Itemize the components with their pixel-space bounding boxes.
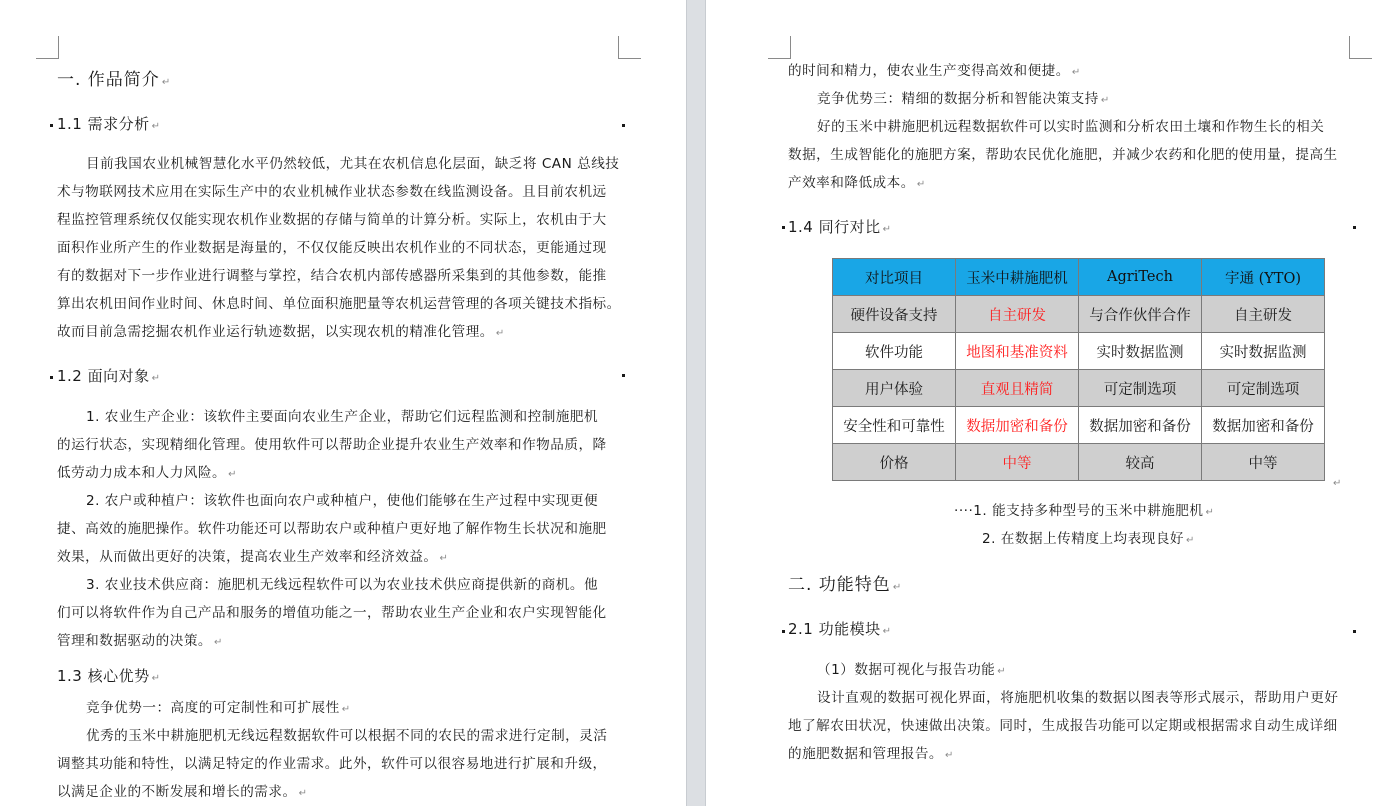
- table-row: [833, 407, 1325, 444]
- text-line: 竞争优势三：精细的数据分析和智能决策支持 ↵: [817, 91, 1110, 107]
- table-cell: 中等: [1202, 444, 1325, 481]
- heading-2-1: 2.1 功能模块 ↵: [788, 620, 892, 638]
- document-page-right: [706, 0, 1374, 806]
- crop-mark-top-right: [1349, 36, 1372, 59]
- text-line: 程监控管理系统仅仅能实现农机作业数据的存储与简单的计算分析。实际上，农机由于大: [57, 212, 607, 228]
- table-cell: 自主研发: [956, 296, 1079, 333]
- text-line: ····1. 能支持多种型号的玉米中耕施肥机 ↵: [954, 503, 1215, 519]
- text-line: 有的数据对下一步作业进行调整与掌控，结合农机内部传感器所采集到的其他参数，能推: [57, 268, 607, 284]
- text-line: 捷、高效的施肥操作。软件功能还可以帮助农户或种植户更好地了解作物生长状况和施肥: [57, 521, 607, 537]
- text-line: 的运行状态，实现精细化管理。使用软件可以帮助企业提升农业生产效率和作物品质，降: [57, 437, 607, 453]
- paragraph-dot: [622, 124, 625, 127]
- table-header-cell: 宇通 (YTO): [1202, 259, 1325, 296]
- table-cell: 安全性和可靠性: [833, 407, 956, 444]
- table-cell: 硬件设备支持: [833, 296, 956, 333]
- paragraph-dot: [782, 226, 785, 229]
- table-cell: 自主研发: [1202, 296, 1325, 333]
- heading-1-4: 1.4 同行对比 ↵: [788, 218, 892, 236]
- heading-1-2: 1.2 面向对象 ↵: [57, 367, 161, 385]
- table-cell: 较高: [1079, 444, 1202, 481]
- text-line: 1. 农业生产企业：该软件主要面向农业生产企业，帮助它们远程监测和控制施肥机: [86, 409, 599, 425]
- text-line: 的时间和精力，使农业生产变得高效和便捷。 ↵: [788, 63, 1081, 79]
- document-page-left: [0, 0, 686, 806]
- heading-1: 一. 作品简介 ↵: [57, 70, 172, 90]
- table-cell: 可定制选项: [1202, 370, 1325, 407]
- heading-2: 二. 功能特色 ↵: [788, 575, 903, 595]
- text-line: 算出农机田间作业时间、休息时间、单位面积施肥量等农机运营管理的各项关键技术指标。: [57, 296, 621, 312]
- table-cell: 中等: [956, 444, 1079, 481]
- text-line: 效果，从而做出更好的决策，提高农业生产效率和经济效益。 ↵: [57, 549, 449, 565]
- crop-mark-top-left: [768, 36, 791, 59]
- page-gutter: [686, 0, 706, 806]
- text-line: 以满足企业的不断发展和增长的需求。 ↵: [57, 784, 308, 800]
- table-header-row: [833, 259, 1325, 296]
- table-cell: 实时数据监测: [1202, 333, 1325, 370]
- text-line: 数据，生成智能化的施肥方案，帮助农民优化施肥，并减少农药和化肥的使用量，提高生: [788, 147, 1338, 163]
- paragraph-dot: [50, 124, 53, 127]
- text-line: 设计直观的数据可视化界面，将施肥机收集的数据以图表等形式展示，帮助用户更好: [817, 690, 1339, 706]
- comparison-table: [832, 258, 1325, 481]
- table-cell: 实时数据监测: [1079, 333, 1202, 370]
- heading-1-1: 1.1 需求分析 ↵: [57, 115, 161, 133]
- table-cell: 软件功能: [833, 333, 956, 370]
- table-cell: 用户体验: [833, 370, 956, 407]
- table-header-cell: 对比项目: [833, 259, 956, 296]
- paragraph-dot: [1353, 630, 1356, 633]
- table-row: [833, 444, 1325, 481]
- table-cell: 数据加密和备份: [956, 407, 1079, 444]
- paragraph-dot: [1353, 226, 1356, 229]
- table-header-cell: 玉米中耕施肥机: [956, 259, 1079, 296]
- table-row: [833, 296, 1325, 333]
- table-cell: 数据加密和备份: [1202, 407, 1325, 444]
- text-line: 3. 农业技术供应商：施肥机无线远程软件可以为农业技术供应商提供新的商机。他: [86, 577, 599, 593]
- text-line: 术与物联网技术应用在实际生产中的农业机械作业状态参数在线监测设备。且目前农机远: [57, 184, 607, 200]
- text-line: 产效率和降低成本。 ↵: [788, 175, 926, 191]
- text-line: 们可以将软件作为自己产品和服务的增值功能之一，帮助农业生产企业和农户实现智能化: [57, 605, 607, 621]
- text-line: 优秀的玉米中耕施肥机无线远程数据软件可以根据不同的农民的需求进行定制，灵活: [86, 728, 608, 744]
- text-line: 竞争优势一：高度的可定制性和可扩展性 ↵: [86, 700, 351, 716]
- table-cell: 可定制选项: [1079, 370, 1202, 407]
- table-end-mark: ↵: [1333, 478, 1342, 489]
- table-cell: 与合作伙伴合作: [1079, 296, 1202, 333]
- table-row: [833, 333, 1325, 370]
- text-line: 2. 在数据上传精度上均表现良好 ↵: [982, 531, 1195, 547]
- text-line: 好的玉米中耕施肥机远程数据软件可以实时监测和分析农田土壤和作物生长的相关: [817, 119, 1325, 135]
- paragraph-dot: [782, 630, 785, 633]
- text-line: 的施肥数据和管理报告。 ↵: [788, 746, 954, 762]
- table-cell: 直观且精简: [956, 370, 1079, 407]
- text-line: （1）数据可视化与报告功能 ↵: [817, 662, 1007, 678]
- paragraph-dot: [50, 376, 53, 379]
- crop-mark-top-left: [36, 36, 59, 59]
- text-line: 管理和数据驱动的决策。 ↵: [57, 633, 223, 649]
- table-cell: 数据加密和备份: [1079, 407, 1202, 444]
- table-cell: 价格: [833, 444, 956, 481]
- text-line: 调整其功能和特性，以满足特定的作业需求。此外，软件可以很容易地进行扩展和升级，: [57, 756, 607, 772]
- crop-mark-top-right: [618, 36, 641, 59]
- table-header-cell: AgriTech: [1079, 259, 1202, 296]
- text-line: 目前我国农业机械智慧化水平仍然较低，尤其在农机信息化层面，缺乏将 CAN 总线技: [86, 156, 620, 172]
- table-row: [833, 370, 1325, 407]
- text-line: 地了解农田状况，快速做出决策。同时，生成报告功能可以定期或根据需求自动生成详细: [788, 718, 1338, 734]
- text-line: 低劳动力成本和人力风险。 ↵: [57, 465, 238, 481]
- table-cell: 地图和基准资料: [956, 333, 1079, 370]
- paragraph-dot: [622, 374, 625, 377]
- text-line: 面积作业所产生的作业数据是海量的，不仅仅能反映出农机作业的不同状态，更能通过现: [57, 240, 607, 256]
- text-line: 故而目前急需挖掘农机作业运行轨迹数据，以实现农机的精准化管理。 ↵: [57, 324, 505, 340]
- text-line: 2. 农户或种植户：该软件也面向农户或种植户，使他们能够在生产过程中实现更便: [86, 493, 599, 509]
- heading-1-3: 1.3 核心优势 ↵: [57, 667, 161, 685]
